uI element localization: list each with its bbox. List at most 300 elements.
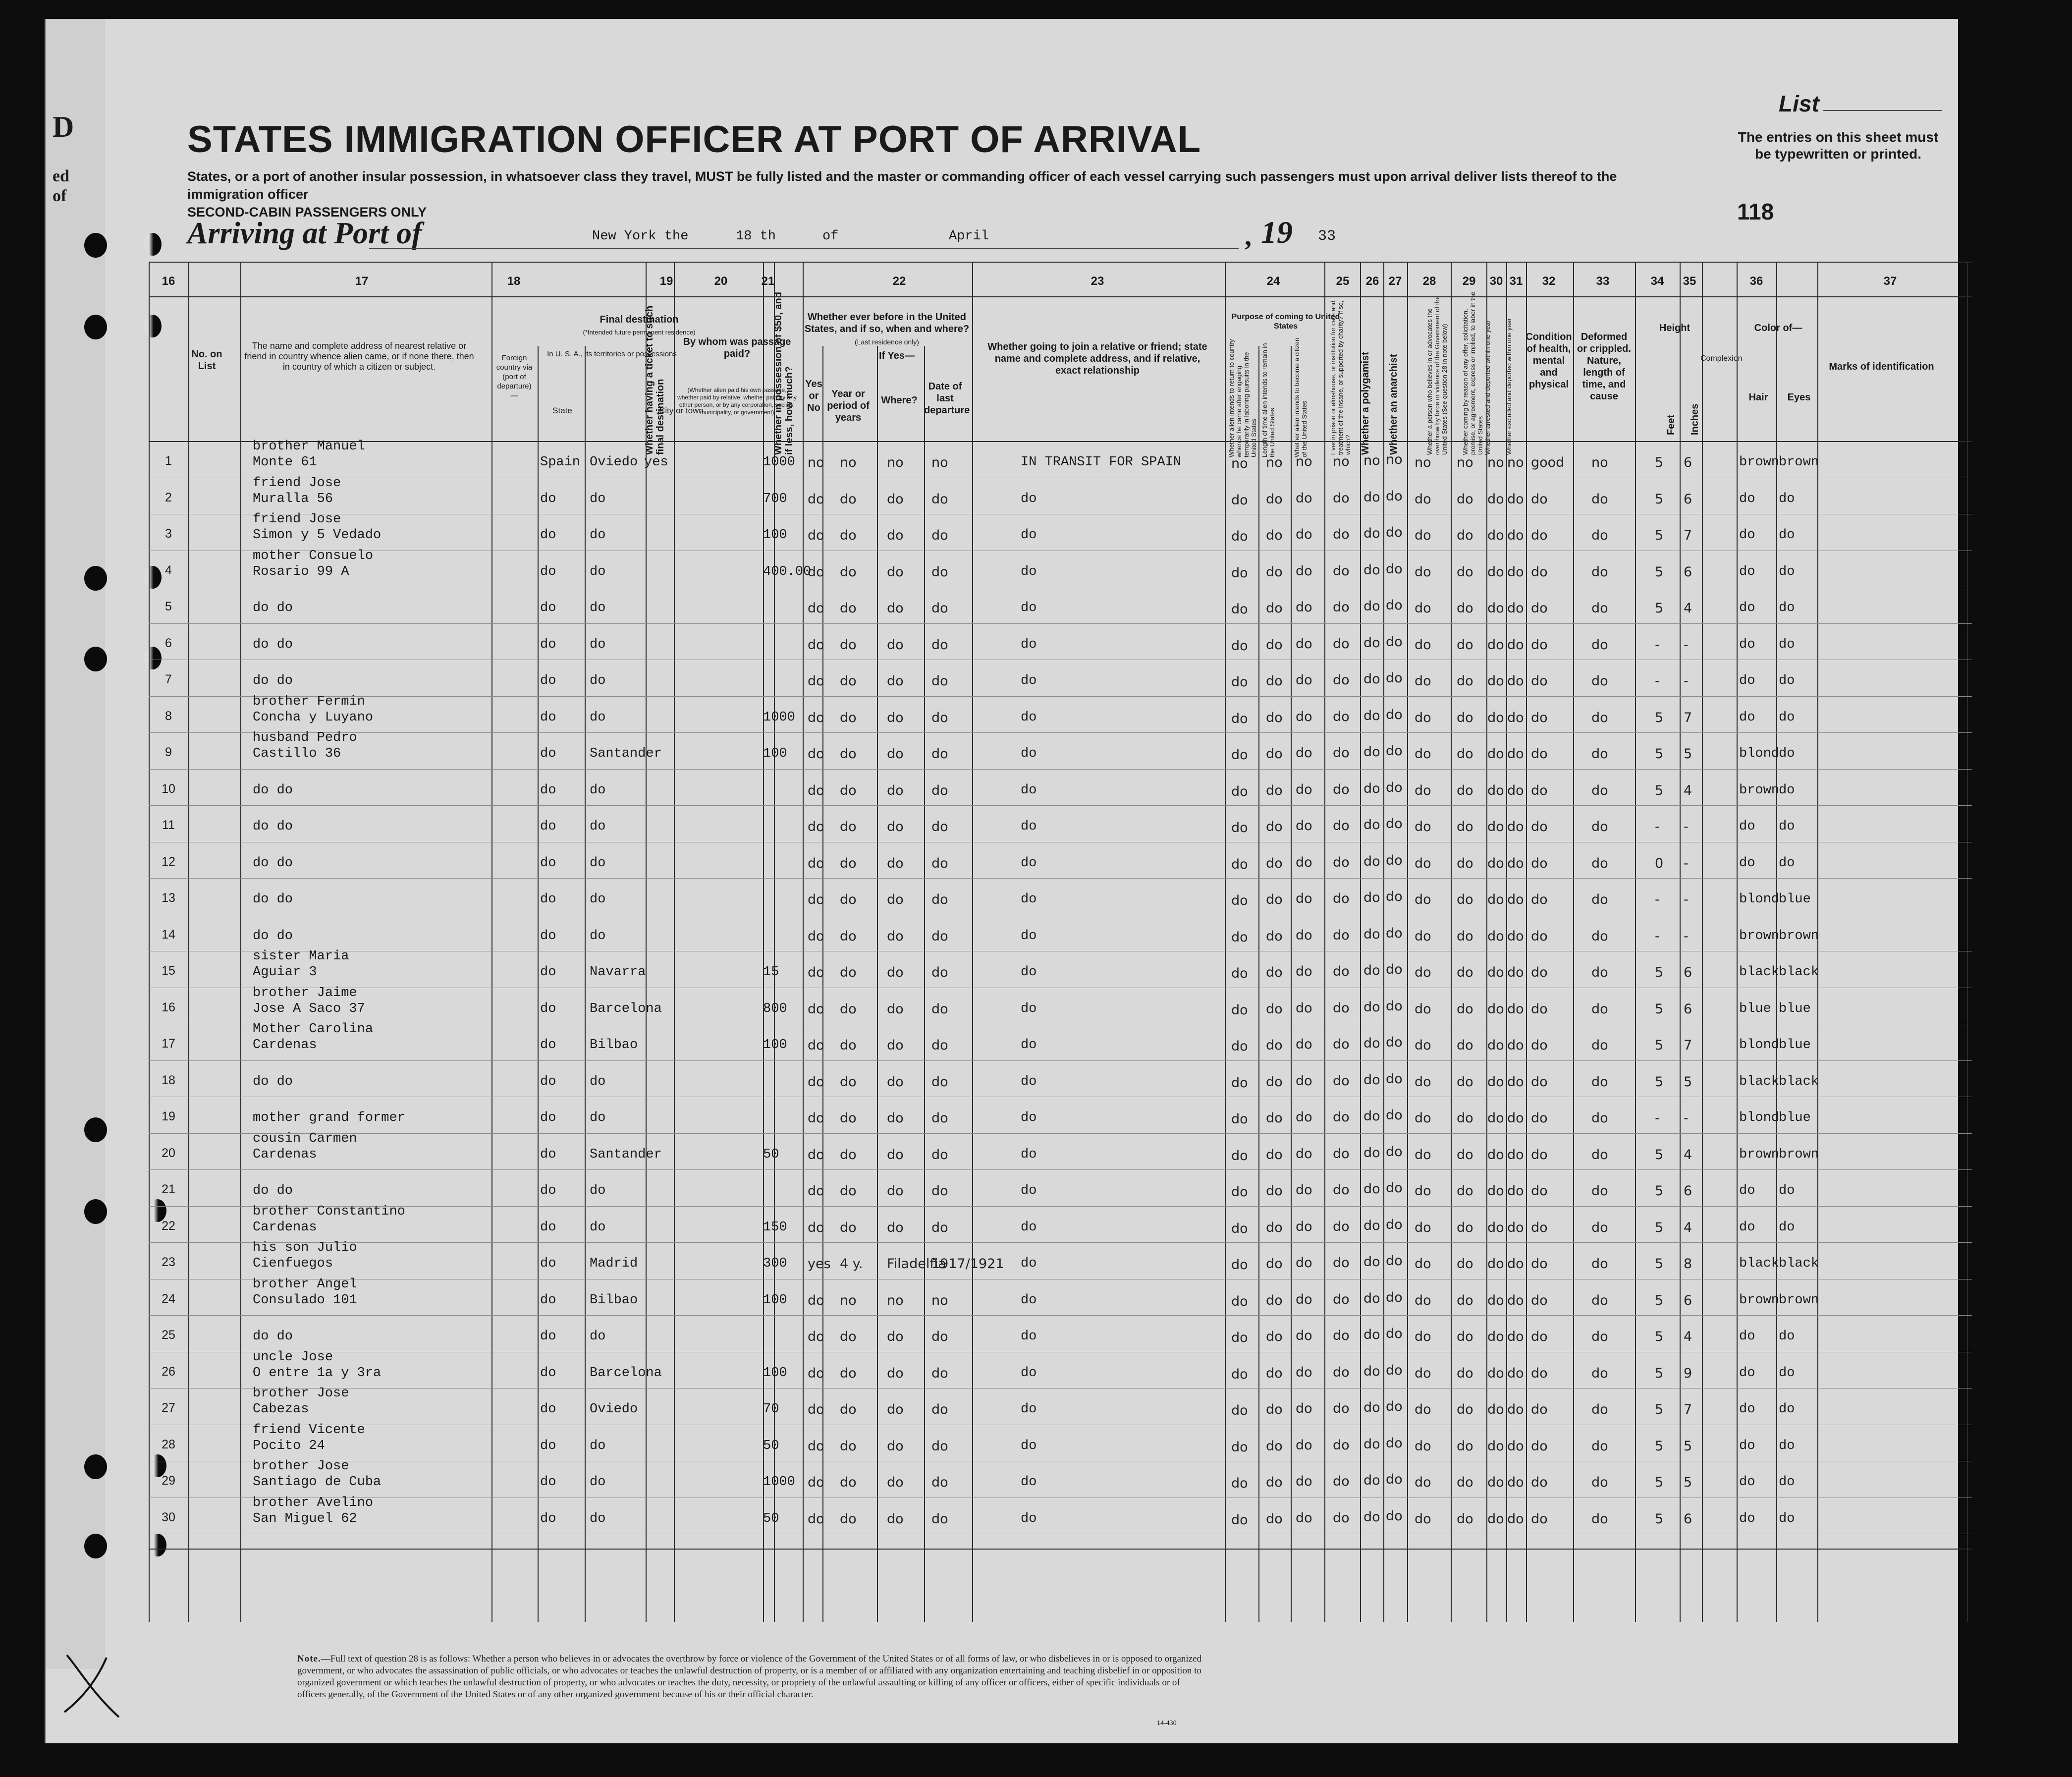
cell-city: do — [590, 1183, 606, 1198]
cell-city: do — [590, 710, 606, 725]
cell-eyes: black — [1779, 1074, 1819, 1089]
grid-line — [1635, 262, 1636, 1622]
cell-cond: do — [1531, 1292, 1548, 1308]
header-if-yes: If Yes— — [879, 350, 915, 361]
cell-st: do — [540, 1402, 556, 1417]
cell-cond: do — [1531, 1183, 1548, 1199]
cell-ticket: yes — [644, 455, 668, 470]
grid-line — [1225, 262, 1226, 1622]
cell-def: do — [1591, 673, 1608, 689]
row-rule — [149, 1133, 1972, 1134]
cell-c31: do — [1507, 1147, 1524, 1163]
cell-cond: do — [1531, 601, 1548, 616]
cell-yn: do — [808, 1292, 824, 1308]
grid-line — [1258, 346, 1259, 1622]
cell-st: do — [540, 819, 556, 834]
cell-def: do — [1591, 528, 1608, 543]
cell-p24b: do — [1266, 528, 1283, 543]
cell-yr: no — [840, 455, 857, 470]
cell-p24a: do — [1231, 638, 1248, 654]
cell-dep: do — [931, 1111, 948, 1126]
cell-join: do — [1021, 1365, 1037, 1381]
header-no-on-list: No. on List — [191, 349, 222, 372]
cell-c27: do — [1386, 1508, 1403, 1524]
cell-rel2: do do — [253, 1074, 293, 1089]
cell-p24b: no — [1266, 455, 1283, 470]
cell-join: do — [1021, 1438, 1037, 1453]
cell-c30: no — [1487, 455, 1504, 470]
cell-p24a: do — [1231, 966, 1248, 981]
cell-p24c: do — [1296, 818, 1312, 833]
cell-yr: do — [840, 1001, 857, 1017]
cell-c30: do — [1487, 819, 1504, 834]
cell-rel1: friend Jose — [253, 512, 341, 527]
header-inches: Inches — [1690, 403, 1700, 435]
cell-c27: do — [1386, 598, 1403, 613]
cell-city: do — [590, 637, 606, 652]
cell-money: 50 — [763, 1438, 779, 1453]
cell-st: do — [540, 1365, 556, 1381]
grid-line — [1407, 262, 1408, 1622]
cell-cond: do — [1531, 928, 1548, 944]
subtitle-line-1: States, or a port of another insular possession, in whatsoever class they travel, MUST be fully listed and the master or commanding officer of each vessel carrying such passengers must upon arrival deliver lists thereof to the immigration officer — [187, 169, 1617, 202]
grid-line — [1967, 262, 1968, 1622]
row-number: 5 — [165, 600, 172, 613]
header-by-whom: By whom was passage paid? — [683, 336, 791, 359]
cell-join: do — [1021, 637, 1037, 652]
cell-c31: do — [1507, 965, 1524, 980]
grid-line — [149, 441, 1972, 442]
note-text: —Full text of question 28 is as follows: Whether a person who believes in or advocates the overthrow by force or violence of the Government of the United States or of all forms of law, or who disbelieves in or is opposed to organized government, or who advocates the assassination of public officials, or who advocates or teaches the unlawful destruction of property, or is a member of or affiliated with any organization entertaining and teaching disbelief in or opposition to organized government or which teaches the unlawful destruction of property, or who advocates or teaches the duty, necessity, or propriety of the unlawful assaulting or killing of any officer or officers, either of specific individuals or of officers generally, of the Government of the United States or of any other organized government because of his or their official character. — [297, 1654, 1202, 1700]
cell-c27: do — [1386, 962, 1403, 977]
cell-c26: do — [1363, 1254, 1380, 1270]
binder-hole — [84, 315, 107, 339]
grid-line — [149, 296, 1972, 297]
cell-rel2: Simon y 5 Vedado — [253, 528, 382, 543]
header-in-usa: In U. S. A., its territories or possessions — [547, 350, 677, 358]
cell-dep: do — [931, 892, 948, 907]
cell-cond: do — [1531, 782, 1548, 798]
cell-c25: do — [1333, 709, 1350, 724]
cell-yr: do — [840, 1183, 857, 1199]
cell-join: do — [1021, 1147, 1037, 1162]
page-subtitle — [187, 167, 1649, 221]
cell-rel2: Consulado 101 — [253, 1292, 357, 1308]
header-date-last: Date of last departure — [924, 381, 970, 416]
row-rule — [149, 769, 1972, 770]
column-number: 30 — [1489, 275, 1503, 288]
cell-c27: do — [1386, 1180, 1403, 1196]
column-number: 23 — [1091, 275, 1104, 288]
arrival-year-prefix: 19 — [1261, 215, 1293, 250]
header-eyes: Eyes — [1787, 392, 1811, 403]
cell-yn: do — [808, 855, 824, 871]
cell-c27: do — [1386, 1399, 1403, 1414]
cell-yr: do — [840, 1402, 857, 1417]
cell-rel1: brother Jose — [253, 1459, 349, 1474]
cell-c31: do — [1507, 637, 1524, 653]
cell-yn: do — [808, 637, 824, 653]
row-number: 24 — [162, 1291, 175, 1306]
cell-p24a: do — [1231, 1111, 1248, 1127]
cell-rel2: do do — [253, 855, 293, 871]
cell-hair: do — [1739, 819, 1755, 834]
cell-ft: 5 — [1655, 1292, 1664, 1308]
cell-st: do — [540, 710, 556, 725]
column-number: 26 — [1365, 275, 1379, 288]
cell-c25: do — [1333, 490, 1350, 506]
note-label: Note. — [297, 1654, 321, 1664]
header-purpose-b: Length of time alien intends to remain in the United States — [1261, 343, 1276, 457]
cell-hair: do — [1739, 601, 1755, 615]
cell-c26: do — [1363, 526, 1380, 541]
cell-rel2: O entre 1a y 3ra — [253, 1365, 382, 1381]
cell-eyes: do — [1779, 855, 1795, 871]
adjacent-page-strip — [46, 19, 105, 1669]
cell-def: do — [1591, 1511, 1608, 1527]
cell-hair: black — [1739, 1074, 1780, 1089]
cell-c27: do — [1386, 1435, 1403, 1451]
cell-c26: do — [1363, 1509, 1380, 1525]
cell-c27: do — [1386, 707, 1403, 722]
cell-rel1: sister Maria — [253, 949, 349, 964]
cell-c30: do — [1487, 1511, 1504, 1527]
cell-p24b: do — [1266, 1365, 1283, 1381]
cell-dep: 1917/1921 — [931, 1256, 1004, 1272]
cell-p24a: do — [1231, 602, 1248, 617]
cell-p24b: do — [1266, 746, 1283, 762]
cell-c29: do — [1457, 601, 1473, 616]
cell-p24b: do — [1266, 855, 1283, 871]
arrival-day: 18 th — [736, 229, 776, 244]
cell-eyes: do — [1779, 1329, 1795, 1344]
cell-def: do — [1591, 1220, 1608, 1235]
cell-c30: do — [1487, 710, 1504, 725]
cell-c29: do — [1457, 928, 1473, 944]
cell-c28: do — [1415, 1183, 1431, 1199]
cell-in: 6 — [1684, 965, 1692, 980]
cell-hair: brown — [1739, 928, 1780, 944]
header-marks: Marks of identification — [1829, 361, 1934, 372]
cell-eyes: do — [1779, 491, 1795, 506]
cell-st: do — [540, 1475, 556, 1490]
cell-c29: do — [1457, 1329, 1473, 1344]
cell-dep: do — [931, 1365, 948, 1381]
left-fragment-1: D — [53, 111, 74, 143]
header-q29: Whether coming by reason of any offer, solicitation, promise, or agreement, express or implied, to labor in the United States — [1462, 291, 1484, 455]
cell-city: do — [590, 1475, 606, 1490]
grid-line — [924, 346, 925, 1622]
cell-in: - — [1684, 673, 1689, 689]
cell-c25: do — [1333, 563, 1350, 579]
cell-join: do — [1021, 564, 1037, 579]
cell-c30: do — [1487, 1365, 1504, 1381]
cell-st: do — [540, 1183, 556, 1198]
cell-city: do — [590, 564, 606, 579]
arriving-label: Arriving at Port of — [187, 217, 422, 250]
cell-money: 100 — [763, 528, 787, 543]
cell-c29: do — [1457, 528, 1473, 543]
cell-dep: do — [931, 1074, 948, 1090]
cell-c28: do — [1415, 1111, 1431, 1126]
grid-line — [149, 1549, 1972, 1550]
header-prison: Ever in prison or almshouse, or institution for care and treatment of the insane, or supported by charity? If so, which? — [1329, 300, 1352, 455]
row-number: 17 — [162, 1037, 175, 1051]
cell-p24c: do — [1296, 927, 1312, 943]
cell-yr: no — [840, 1292, 857, 1308]
cell-c30: do — [1487, 1038, 1504, 1053]
row-number: 22 — [162, 1219, 175, 1233]
cell-yn: do — [808, 1147, 824, 1163]
header-ever-before: Whether ever before in the United States, and if so, when and where? — [804, 312, 970, 334]
cell-cond: do — [1531, 1220, 1548, 1235]
cell-p24b: do — [1266, 1147, 1283, 1163]
cell-ft: 5 — [1655, 1402, 1664, 1417]
cell-where: do — [887, 928, 904, 944]
cell-in: 9 — [1684, 1365, 1692, 1381]
cell-where: do — [887, 1329, 904, 1344]
cell-c28: do — [1415, 965, 1431, 980]
cell-c31: do — [1507, 746, 1524, 762]
cell-c27: do — [1386, 561, 1403, 577]
cell-hair: do — [1739, 1183, 1755, 1198]
cell-yn: do — [808, 1511, 824, 1527]
row-number: 7 — [165, 672, 172, 686]
cell-c26: no — [1363, 453, 1380, 468]
cell-cond: do — [1531, 1511, 1548, 1527]
cell-city: Oviedo — [590, 455, 638, 470]
cell-cond: do — [1531, 1038, 1548, 1053]
cell-join: do — [1021, 892, 1037, 907]
cell-c26: do — [1363, 780, 1380, 796]
cell-c28: do — [1415, 1147, 1431, 1163]
cell-c31: do — [1507, 1183, 1524, 1199]
header-final-destination-note: (*Intended future permanent residence) — [583, 329, 696, 336]
row-number: 23 — [162, 1255, 175, 1269]
cell-p24b: do — [1266, 1329, 1283, 1344]
cell-st: do — [540, 746, 556, 761]
cell-c26: do — [1363, 926, 1380, 942]
cell-city: do — [590, 819, 606, 834]
cell-cond: do — [1531, 1329, 1548, 1344]
cell-cond: do — [1531, 564, 1548, 580]
row-rule — [149, 1206, 1972, 1207]
cell-in: 5 — [1684, 1438, 1692, 1454]
header-year-period: Year or period of years — [827, 389, 870, 423]
cell-rel2: Jose A Saco 37 — [253, 1001, 365, 1016]
cell-c26: do — [1363, 708, 1380, 723]
cell-dep: do — [931, 710, 948, 725]
cell-yr: do — [840, 710, 857, 725]
cell-c30: do — [1487, 1292, 1504, 1308]
cell-c26: do — [1363, 1145, 1380, 1161]
header-by-whom-note: (Whether alien paid his own passage, whether paid by relative, whether paid by any other person, or by any corporation, society, municipality, or government) — [677, 387, 797, 416]
cell-c30: do — [1487, 1256, 1504, 1272]
cell-st: do — [540, 1292, 556, 1308]
cell-rel1: brother Avelino — [253, 1495, 374, 1510]
row-number: 8 — [165, 709, 172, 723]
cell-def: do — [1591, 928, 1608, 944]
cell-eyes: do — [1779, 1438, 1795, 1453]
cell-in: 4 — [1684, 1147, 1692, 1163]
cell-dep: do — [931, 855, 948, 871]
cell-c27: do — [1386, 1108, 1403, 1123]
cell-c26: do — [1363, 599, 1380, 614]
row-rule — [149, 878, 1972, 879]
row-number: 30 — [162, 1510, 175, 1524]
row-number: 4 — [165, 563, 172, 577]
cell-money: 50 — [763, 1147, 779, 1162]
list-label: List — [1779, 91, 1819, 116]
header-height: Height — [1659, 323, 1690, 333]
cell-city: Oviedo — [590, 1402, 638, 1417]
cell-rel2: Cardenas — [253, 1038, 317, 1053]
cell-yn: do — [808, 782, 824, 798]
grid-line — [538, 346, 539, 1622]
cell-city: Santander — [590, 1147, 662, 1162]
cell-c31: do — [1507, 1511, 1524, 1527]
cell-yr: do — [840, 1365, 857, 1381]
binder-hole — [144, 315, 162, 337]
cell-money: 800 — [763, 1001, 787, 1016]
cell-where: do — [887, 1147, 904, 1163]
cell-c27: do — [1386, 779, 1403, 795]
cell-dep: do — [931, 1147, 948, 1163]
cell-city: do — [590, 491, 606, 506]
cell-c31: do — [1507, 491, 1524, 507]
cell-money: 700 — [763, 491, 787, 506]
cell-join: do — [1021, 1256, 1037, 1271]
cell-cond: good — [1531, 455, 1565, 470]
cell-yn: yes — [808, 1256, 831, 1272]
cell-rel1: brother Manuel — [253, 439, 365, 454]
cell-def: do — [1591, 1001, 1608, 1017]
cell-p24c: no — [1296, 454, 1312, 469]
cell-c27: do — [1386, 1362, 1403, 1378]
cell-st: do — [540, 1111, 556, 1125]
cell-cond: do — [1531, 1365, 1548, 1381]
row-number: 12 — [162, 854, 175, 869]
cell-hair: do — [1739, 1438, 1755, 1453]
cell-p24b: do — [1266, 564, 1283, 580]
cell-city: do — [590, 855, 606, 871]
row-number: 10 — [162, 781, 175, 796]
header-yes-no: Yes or No — [805, 379, 822, 413]
cell-hair: do — [1739, 1220, 1755, 1235]
cell-st: do — [540, 928, 556, 944]
cell-c27: do — [1386, 634, 1403, 650]
grid-line — [149, 262, 1972, 263]
cell-c30: do — [1487, 746, 1504, 762]
cell-dep: do — [931, 819, 948, 834]
cell-p24b: do — [1266, 1256, 1283, 1272]
cell-c31: do — [1507, 782, 1524, 798]
row-rule — [149, 732, 1972, 733]
cell-city: Barcelona — [590, 1001, 662, 1016]
cell-c25: no — [1333, 454, 1350, 469]
cell-yn: no — [808, 455, 824, 470]
cell-cond: do — [1531, 965, 1548, 980]
cell-def: do — [1591, 710, 1608, 725]
cell-st: do — [540, 601, 556, 615]
header-q28: Whether a person who believes in or advocates the overthrow by force or violence of the Government of the United States (See question 28 in note below) — [1426, 296, 1448, 455]
page-title: STATES IMMIGRATION OFFICER AT PORT OF ARRIVAL — [187, 118, 1201, 161]
cell-yr: do — [840, 1329, 857, 1344]
cell-c27: do — [1386, 889, 1403, 904]
cell-p24b: do — [1266, 1038, 1283, 1053]
cell-dep: do — [931, 782, 948, 798]
cell-city: Barcelona — [590, 1365, 662, 1381]
cell-where: do — [887, 564, 904, 580]
cell-c30: do — [1487, 892, 1504, 907]
cell-dep: do — [931, 746, 948, 762]
cell-hair: blond — [1739, 746, 1780, 761]
header-q30: Whether arrested and deported within one year — [1484, 320, 1491, 455]
cell-yr: do — [840, 1038, 857, 1053]
cell-rel2: San Miguel 62 — [253, 1511, 357, 1526]
cell-c31: do — [1507, 1074, 1524, 1090]
cell-join: do — [1021, 928, 1037, 944]
cell-p24a: do — [1231, 747, 1248, 763]
column-number: 34 — [1650, 275, 1664, 288]
binder-hole — [84, 1117, 107, 1142]
grid-line — [1383, 262, 1384, 1622]
cell-c29: do — [1457, 892, 1473, 907]
header-purpose: Purpose of coming to United States — [1231, 313, 1340, 331]
cell-dep: do — [931, 1438, 948, 1454]
cell-cond: do — [1531, 1402, 1548, 1417]
cell-c25: do — [1333, 1219, 1350, 1234]
cell-c29: do — [1457, 564, 1473, 580]
list-number: 118 — [1737, 199, 1774, 224]
cell-hair: do — [1739, 1402, 1755, 1417]
cell-cond: do — [1531, 491, 1548, 507]
cell-ft: 5 — [1655, 1183, 1664, 1199]
cell-p24a: do — [1231, 1476, 1248, 1491]
cell-yn: do — [808, 1111, 824, 1126]
cell-hair: brown — [1739, 1147, 1780, 1162]
cell-dep: do — [931, 637, 948, 653]
cell-c26: do — [1363, 489, 1380, 505]
cell-p24b: do — [1266, 710, 1283, 725]
cell-rel2: Cienfuegos — [253, 1256, 333, 1271]
cell-in: 7 — [1684, 1402, 1692, 1417]
cell-c30: do — [1487, 564, 1504, 580]
cell-c30: do — [1487, 637, 1504, 653]
cell-yn: do — [808, 1329, 824, 1344]
form-code: 14-430 — [1157, 1720, 1177, 1727]
arrival-port: New York the — [592, 229, 689, 244]
cell-c31: do — [1507, 1365, 1524, 1381]
cell-in: 7 — [1684, 528, 1692, 543]
cell-dep: do — [931, 1511, 948, 1527]
cell-c26: do — [1363, 744, 1380, 760]
subtitle-line-2: SECOND-CABIN PASSENGERS ONLY — [187, 205, 427, 220]
cell-c30: do — [1487, 965, 1504, 980]
cell-p24a: do — [1231, 1366, 1248, 1382]
cell-c31: do — [1507, 855, 1524, 871]
cell-yr: do — [840, 1438, 857, 1454]
cell-c31: do — [1507, 564, 1524, 580]
grid-line — [585, 346, 586, 1622]
cell-c30: do — [1487, 673, 1504, 689]
row-number: 20 — [162, 1146, 175, 1160]
cell-cond: do — [1531, 1475, 1548, 1490]
cell-c29: do — [1457, 1111, 1473, 1126]
cell-money: 100 — [763, 1365, 787, 1381]
cell-rel1: friend Jose — [253, 475, 341, 491]
grid-line — [803, 262, 804, 1622]
